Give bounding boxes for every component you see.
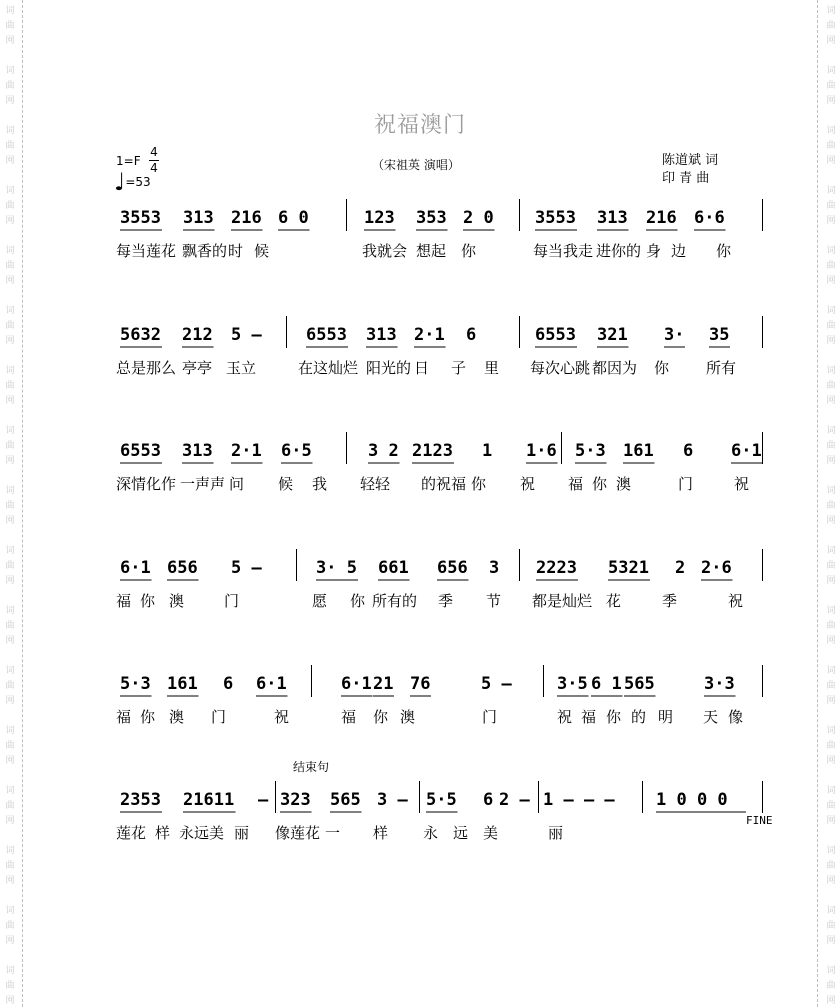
watermark-char: 网 [5, 696, 15, 706]
watermark-char: 词 [5, 66, 15, 76]
watermark-char: 网 [826, 696, 836, 706]
notation-marks [116, 767, 771, 827]
watermark-char: 词 [5, 366, 15, 376]
note-group: 6·1 [341, 674, 372, 694]
watermark-char: 网 [5, 396, 15, 406]
note-group: 21611 [183, 790, 235, 810]
watermark-char: 网 [826, 756, 836, 766]
lyric-word: 你 [140, 708, 156, 726]
note-group: 3·5 [557, 674, 588, 694]
watermark-char: 网 [826, 276, 836, 286]
note-group: 2·1 [231, 441, 262, 461]
watermark-char: 曲 [826, 81, 836, 91]
lyric-word: 身 [646, 242, 662, 260]
watermark-char: 词 [826, 846, 836, 856]
watermark-char: 词 [5, 546, 15, 556]
watermark-char: 曲 [5, 441, 15, 451]
watermark-char: 词 [5, 666, 15, 676]
watermark-char: 曲 [826, 861, 836, 871]
note-group: 5 – [481, 674, 512, 694]
right-watermark-strip [817, 0, 840, 1007]
lyric-word: 样 [373, 824, 389, 842]
lyric-word: 澳 [169, 592, 185, 610]
notation-marks [116, 302, 771, 362]
lyric-word: 福 [581, 708, 597, 726]
lyric-word: 美 [483, 824, 499, 842]
watermark-char: 词 [826, 786, 836, 796]
lyric-word: 深情化作 [116, 475, 177, 493]
note-group: 3·3 [704, 674, 735, 694]
note-group: 35 [709, 325, 730, 345]
watermark-char: 曲 [826, 621, 836, 631]
watermark-char: 词 [5, 306, 15, 316]
watermark-char: 词 [5, 966, 15, 976]
note-group: 6 [483, 790, 494, 810]
watermark-char: 词 [826, 486, 836, 496]
note-group: 5321 [608, 558, 649, 578]
note-group: 6·5 [281, 441, 312, 461]
lyric-word: 时 [228, 242, 244, 260]
lyric-word: 澳 [400, 708, 416, 726]
note-group: 6·6 [694, 208, 725, 228]
lyric-word: 我 [312, 475, 328, 493]
watermark-char: 曲 [5, 21, 15, 31]
note-group: 5 – [231, 325, 262, 345]
watermark-char: 网 [5, 516, 15, 526]
note-group: 1 0 0 0 [656, 790, 728, 810]
lyric-word: 的祝福 [421, 475, 467, 493]
watermark-char: 曲 [5, 981, 15, 991]
watermark-char: 词 [826, 306, 836, 316]
note-group: 6553 [120, 441, 161, 461]
lyric-word: 轻轻 [360, 475, 391, 493]
note-group: 6·1 [256, 674, 287, 694]
lyric-word: 日 [414, 359, 430, 377]
singer-credit: （宋祖英 演唱） [372, 158, 460, 172]
composer-credit: 印 青 曲 [662, 171, 710, 186]
watermark-char: 曲 [826, 801, 836, 811]
note-group: 2 [675, 558, 686, 578]
watermark-char: 网 [826, 216, 836, 226]
lyric-word: 亭亭 [182, 359, 213, 377]
lyric-word: 门 [678, 475, 694, 493]
note-group: 1 [482, 441, 493, 461]
note-group: 6 0 [278, 208, 309, 228]
watermark-char: 曲 [5, 321, 15, 331]
watermark-char: 曲 [826, 681, 836, 691]
watermark-char: 网 [826, 396, 836, 406]
lyric-word: 阳光的 [366, 359, 412, 377]
watermark-char: 曲 [826, 501, 836, 511]
note-group: 3· 5 [316, 558, 357, 578]
note-group: 321 [597, 325, 628, 345]
watermark-char: 网 [5, 936, 15, 946]
watermark-char: 词 [826, 126, 836, 136]
note-group: 6 [683, 441, 694, 461]
note-group: 2·1 [414, 325, 445, 345]
watermark-char: 曲 [5, 261, 15, 271]
lyricist-credit: 陈道斌 词 [662, 153, 719, 168]
lyric-word: 的 [631, 708, 647, 726]
lyric-word: 都因为 [592, 359, 638, 377]
watermark-char: 词 [5, 846, 15, 856]
lyric-word: 在这灿烂 [298, 359, 359, 377]
watermark-char: 词 [826, 6, 836, 16]
notation-marks [116, 418, 771, 478]
note-group: 3 2 [368, 441, 399, 461]
lyric-word: 永远 [179, 824, 210, 842]
lyric-word: 福 [568, 475, 584, 493]
lyric-word: 所有的 [372, 592, 418, 610]
watermark-char: 网 [5, 276, 15, 286]
watermark-char: 曲 [5, 81, 15, 91]
note-group: 3553 [120, 208, 161, 228]
note-group: 5632 [120, 325, 161, 345]
watermark-char: 网 [826, 516, 836, 526]
watermark-char: 网 [826, 996, 836, 1006]
watermark-char: 曲 [826, 321, 836, 331]
note-group: 353 [416, 208, 447, 228]
lyric-word: 一声声 [180, 475, 226, 493]
watermark-char: 词 [5, 126, 15, 136]
watermark-char: 词 [826, 606, 836, 616]
lyric-word: 你 [471, 475, 487, 493]
watermark-char: 词 [826, 426, 836, 436]
watermark-char: 词 [826, 246, 836, 256]
lyric-word: 季 [662, 592, 678, 610]
watermark-char: 网 [5, 756, 15, 766]
fine-marking: FINE [746, 814, 773, 827]
note-group: 565 [624, 674, 655, 694]
lyric-word: 丽 [548, 824, 564, 842]
notation-line [116, 324, 771, 364]
note-group: 3553 [535, 208, 576, 228]
lyric-word: 福 [116, 592, 132, 610]
lyric-word: 祝 [520, 475, 536, 493]
watermark-char: 词 [5, 186, 15, 196]
lyric-word: 你 [350, 592, 366, 610]
watermark-char: 曲 [826, 741, 836, 751]
watermark-char: 词 [826, 66, 836, 76]
note-group: 565 [330, 790, 361, 810]
lyric-word: 花 [606, 592, 622, 610]
note-group: 2123 [412, 441, 453, 461]
lyric-word: 样 [155, 824, 171, 842]
watermark-char: 网 [5, 576, 15, 586]
lyric-word: 福 [341, 708, 357, 726]
watermark-char: 网 [826, 636, 836, 646]
watermark-char: 曲 [5, 561, 15, 571]
note-group: 6553 [306, 325, 347, 345]
lyric-word: 远 [453, 824, 469, 842]
watermark-char: 曲 [5, 501, 15, 511]
watermark-char: 词 [5, 606, 15, 616]
notation-marks [116, 651, 771, 711]
note-group: 5·3 [120, 674, 151, 694]
lyric-word: 一 [325, 824, 341, 842]
watermark-char: 曲 [5, 201, 15, 211]
lyric-word: 美 [209, 824, 225, 842]
lyric-word: 季 [438, 592, 454, 610]
note-group: 5 – [231, 558, 262, 578]
lyric-word: 每当我走 [533, 242, 594, 260]
watermark-char: 曲 [826, 981, 836, 991]
watermark-char: 网 [5, 156, 15, 166]
note-group: 2 – [499, 790, 530, 810]
note-group: 161 [167, 674, 198, 694]
lyric-word: 每当莲花 [116, 242, 177, 260]
watermark-char: 网 [5, 876, 15, 886]
watermark-char: 网 [5, 816, 15, 826]
note-group: 313 [597, 208, 628, 228]
note-group: 6·1 [731, 441, 762, 461]
lyric-word: 明 [658, 708, 674, 726]
lyric-word: 祝 [557, 708, 573, 726]
watermark-char: 网 [826, 156, 836, 166]
lyric-word: 愿 [312, 592, 328, 610]
watermark-char: 词 [826, 726, 836, 736]
note-group: 212 [182, 325, 213, 345]
watermark-char: 网 [826, 576, 836, 586]
lyric-word: 你 [606, 708, 622, 726]
quarter-note-icon: ♩ [114, 168, 126, 196]
lyric-word: 福 [116, 708, 132, 726]
note-group: 21 [373, 674, 394, 694]
note-group: 2353 [120, 790, 161, 810]
lyric-word: 边 [671, 242, 687, 260]
note-group: 123 [364, 208, 395, 228]
lyric-word: 总是那么 [116, 359, 177, 377]
note-group: 313 [182, 441, 213, 461]
lyric-word: 玉立 [226, 359, 257, 377]
note-group: 313 [366, 325, 397, 345]
lyric-word: 祝 [728, 592, 744, 610]
watermark-char: 网 [5, 216, 15, 226]
watermark-char: 曲 [826, 261, 836, 271]
note-group: 6 1 [591, 674, 622, 694]
note-group: 6 [466, 325, 477, 345]
watermark-char: 网 [5, 456, 15, 466]
lyric-word: 像 [728, 708, 744, 726]
lyric-word: 你 [592, 475, 608, 493]
note-group: 6 [223, 674, 234, 694]
watermark-char: 网 [5, 336, 15, 346]
watermark-char: 词 [5, 906, 15, 916]
note-group: 6553 [535, 325, 576, 345]
watermark-char: 曲 [5, 681, 15, 691]
watermark-char: 曲 [826, 921, 836, 931]
watermark-char: 网 [826, 456, 836, 466]
notation-marks [116, 535, 771, 595]
watermark-char: 词 [826, 546, 836, 556]
watermark-char: 词 [826, 966, 836, 976]
lyric-word: 都是灿烂 [532, 592, 593, 610]
lyric-word: 进你的 [596, 242, 642, 260]
ending-label: 结束句 [293, 760, 330, 774]
lyric-word: 祝 [274, 708, 290, 726]
watermark-char: 曲 [826, 561, 836, 571]
watermark-char: 词 [826, 186, 836, 196]
watermark-char: 曲 [826, 441, 836, 451]
note-group: 656 [167, 558, 198, 578]
time-signature-top: 4 [150, 145, 158, 159]
lyric-word: 你 [140, 592, 156, 610]
watermark-char: 曲 [5, 381, 15, 391]
watermark-char: 词 [826, 366, 836, 376]
note-group: 161 [623, 441, 654, 461]
watermark-char: 网 [826, 876, 836, 886]
note-group: 6·1 [120, 558, 151, 578]
lyric-word: 祝 [734, 475, 750, 493]
note-group: 216 [646, 208, 677, 228]
lyric-word: 节 [486, 592, 502, 610]
watermark-char: 词 [5, 246, 15, 256]
watermark-char: 网 [826, 36, 836, 46]
time-signature-bottom: 4 [150, 161, 158, 175]
watermark-char: 词 [5, 426, 15, 436]
watermark-char: 曲 [5, 921, 15, 931]
notation-marks [116, 185, 771, 245]
watermark-char: 词 [826, 666, 836, 676]
watermark-char: 词 [5, 726, 15, 736]
lyric-word: 澳 [169, 708, 185, 726]
watermark-char: 网 [826, 96, 836, 106]
watermark-char: 网 [826, 336, 836, 346]
watermark-char: 词 [5, 786, 15, 796]
watermark-char: 曲 [5, 801, 15, 811]
tempo-value: =53 [125, 175, 151, 189]
lyric-word: 里 [484, 359, 500, 377]
note-group: – [258, 790, 269, 810]
lyric-word: 门 [211, 708, 227, 726]
watermark-char: 网 [5, 36, 15, 46]
watermark-char: 曲 [5, 621, 15, 631]
note-group: 76 [410, 674, 431, 694]
lyric-word: 候 [278, 475, 294, 493]
watermark-char: 网 [826, 936, 836, 946]
note-group: 3 [489, 558, 500, 578]
watermark-char: 曲 [5, 861, 15, 871]
note-group: 2·6 [701, 558, 732, 578]
note-group: 3· [664, 325, 685, 345]
watermark-char: 曲 [826, 141, 836, 151]
note-group: 2 0 [463, 208, 494, 228]
lyric-word: 每次心跳 [530, 359, 591, 377]
lyric-word: 像莲花 [275, 824, 321, 842]
lyric-word: 你 [654, 359, 670, 377]
note-group: 1·6 [526, 441, 557, 461]
lyric-word: 莲花 [116, 824, 147, 842]
note-group: 313 [183, 208, 214, 228]
watermark-char: 网 [826, 816, 836, 826]
note-group: 656 [437, 558, 468, 578]
lyric-word: 天 [703, 708, 719, 726]
watermark-char: 曲 [5, 741, 15, 751]
song-title: 祝福澳门 [373, 113, 466, 138]
watermark-char: 曲 [826, 381, 836, 391]
watermark-char: 曲 [826, 201, 836, 211]
watermark-char: 曲 [826, 21, 836, 31]
lyric-word: 我就会 [362, 242, 408, 260]
note-group: 2223 [536, 558, 577, 578]
note-group: 661 [378, 558, 409, 578]
lyric-word: 所有 [706, 359, 737, 377]
watermark-char: 网 [5, 96, 15, 106]
key-signature: 1=F [116, 154, 141, 168]
watermark-char: 曲 [5, 141, 15, 151]
watermark-char: 网 [5, 636, 15, 646]
lyric-word: 你 [716, 242, 732, 260]
note-group: 3 – [377, 790, 408, 810]
lyric-word: 问 [229, 475, 245, 493]
lyric-word: 你 [461, 242, 477, 260]
watermark-char: 词 [826, 906, 836, 916]
lyric-word: 澳 [616, 475, 632, 493]
note-group: 5·3 [575, 441, 606, 461]
watermark-char: 网 [5, 996, 15, 1006]
lyric-word: 子 [451, 359, 467, 377]
lyric-word: 丽 [234, 824, 250, 842]
watermark-char: 词 [5, 6, 15, 16]
left-watermark-strip [0, 0, 23, 1007]
note-group: 323 [280, 790, 311, 810]
credits [662, 152, 718, 188]
lyric-word: 你 [373, 708, 389, 726]
note-group: 5·5 [426, 790, 457, 810]
lyric-word: 永 [423, 824, 439, 842]
watermark-char: 词 [5, 486, 15, 496]
lyric-word: 候 [254, 242, 270, 260]
note-group: 216 [231, 208, 262, 228]
lyric-word: 飘香的 [182, 242, 228, 260]
note-group: 1 – – – [543, 790, 615, 810]
lyric-word: 门 [224, 592, 240, 610]
lyric-word: 门 [482, 708, 498, 726]
lyric-word: 想起 [416, 242, 447, 260]
